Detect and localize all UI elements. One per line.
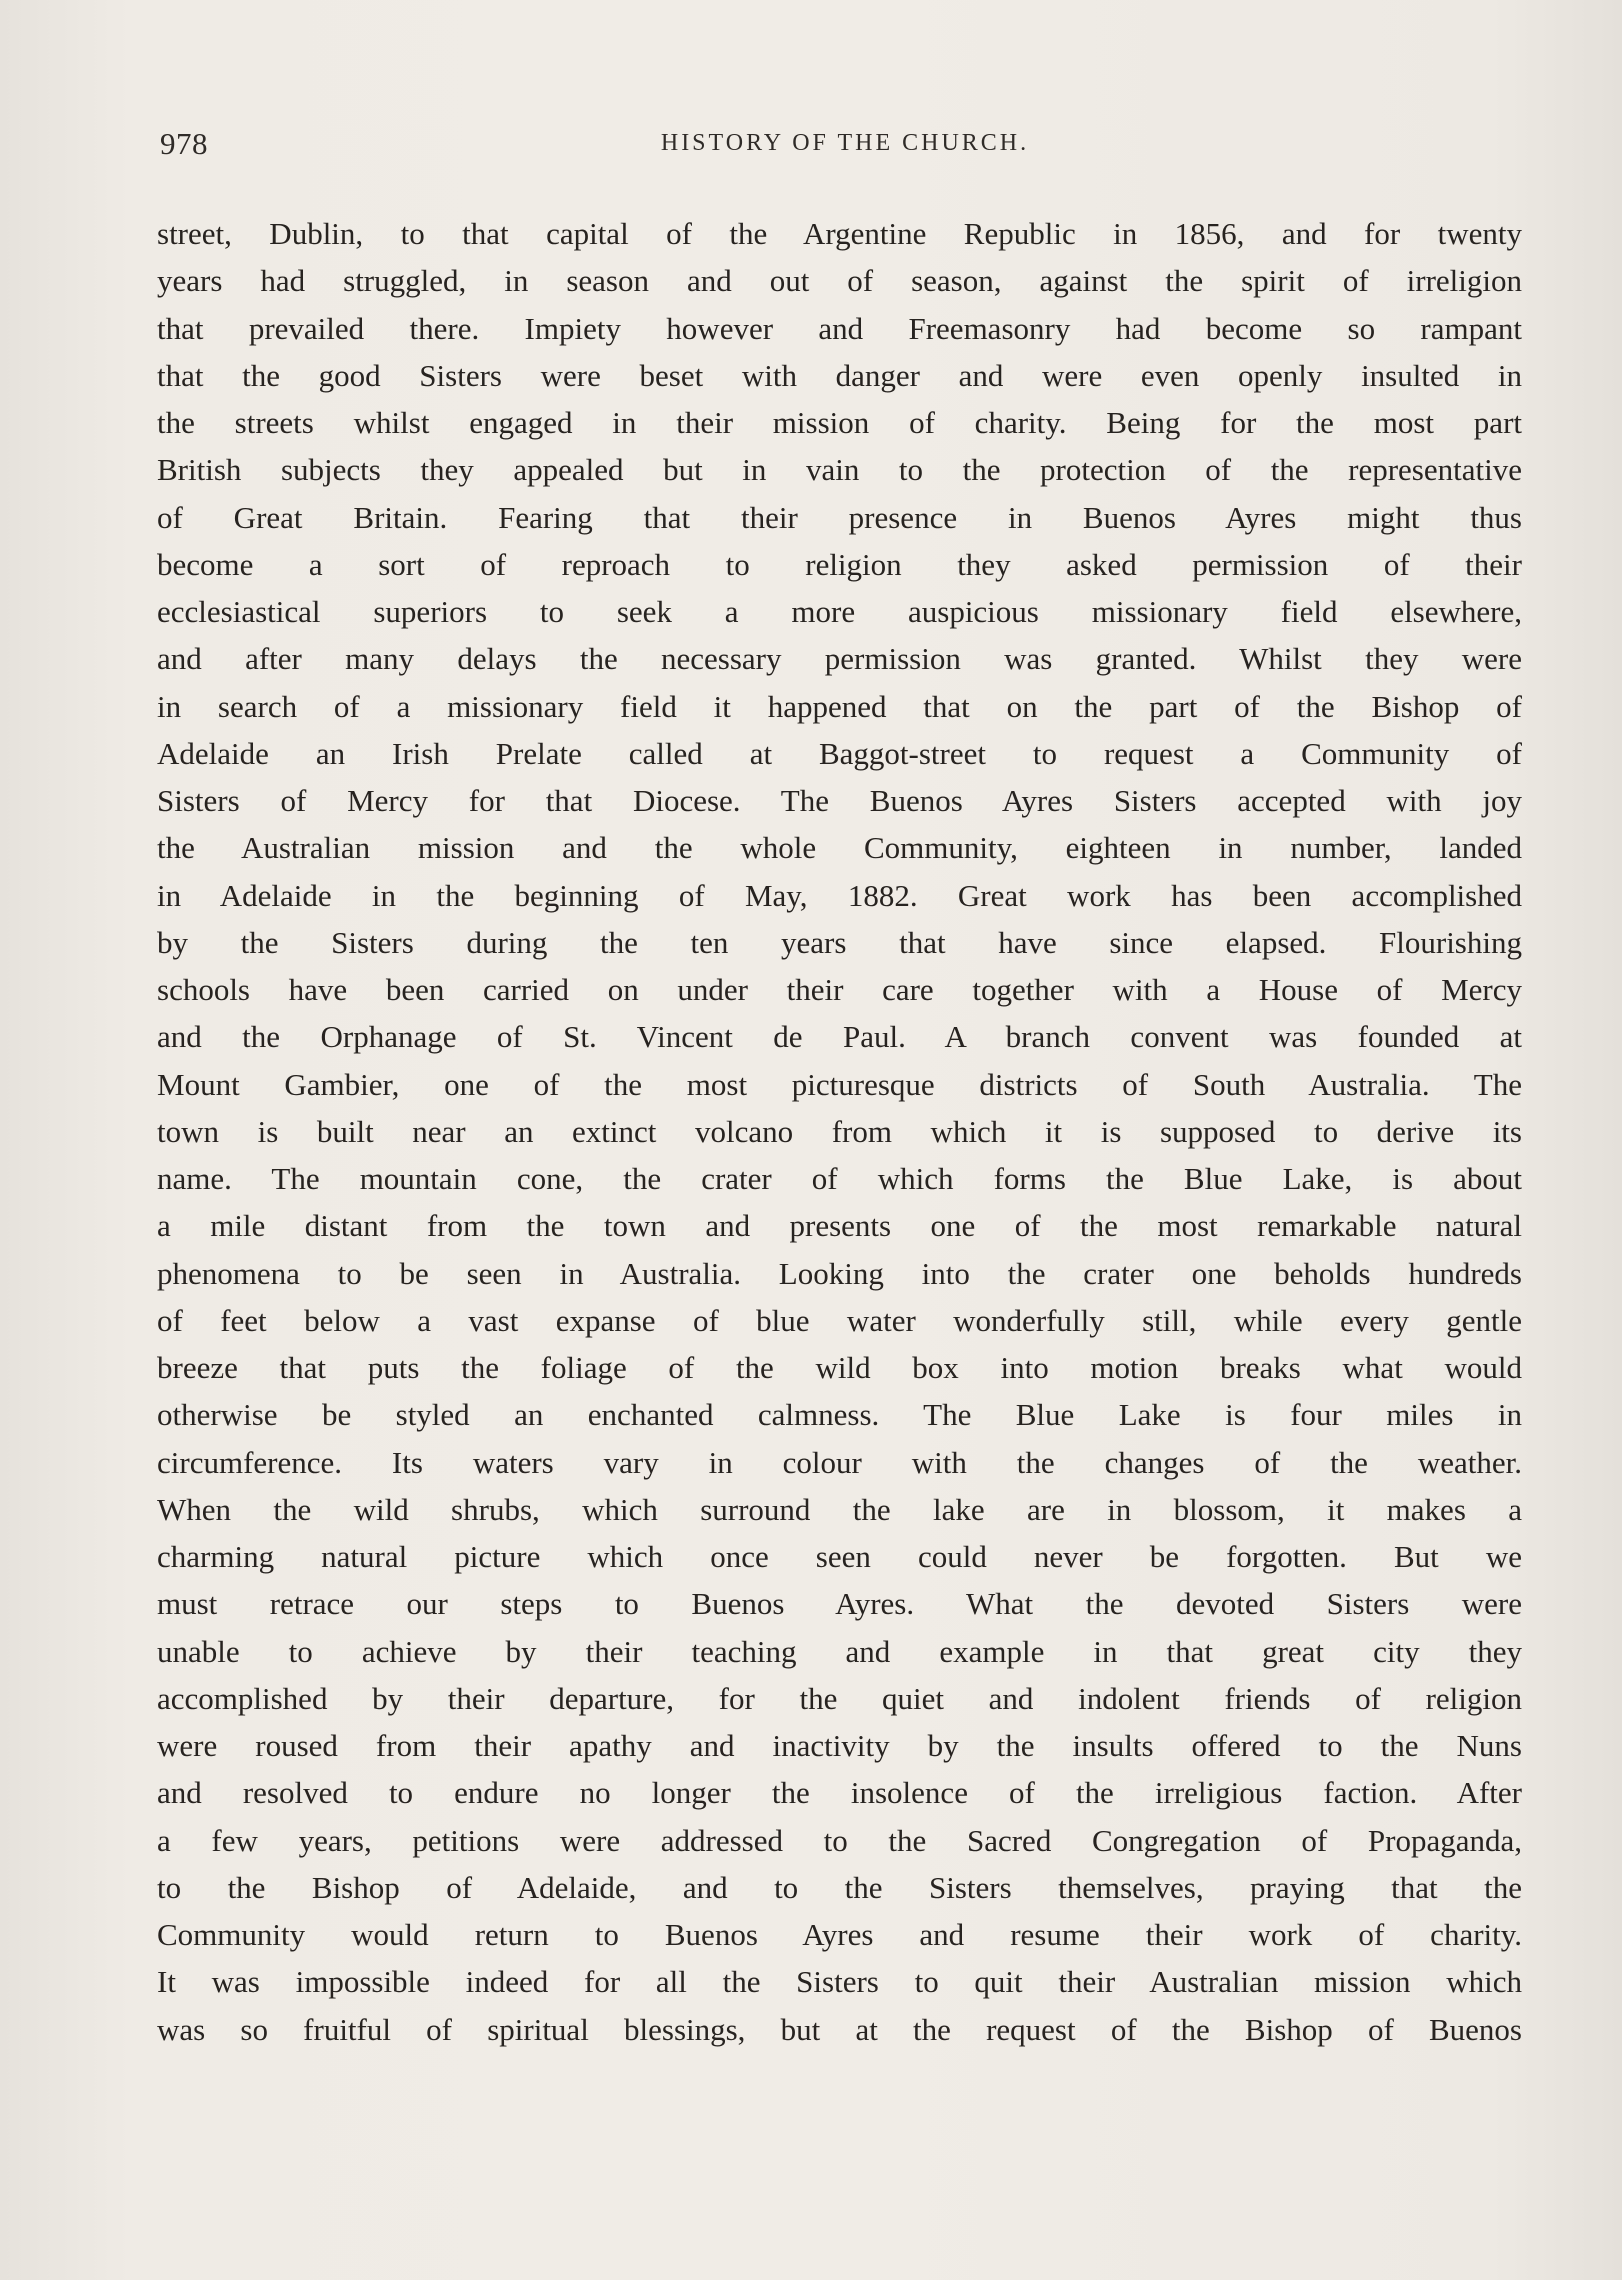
text-line: in Adelaide in the beginning of May, 1882. Great work has been accomplished [157,877,1522,913]
text-line: street, Dublin, to that capital of the Argentine Republic in 1856, and for twenty [157,216,1522,251]
text-line: to the Bishop of Adelaide, and to the Sisters themselves, praying that the [157,1869,1522,1905]
text-line: must retrace our steps to Buenos Ayres. What the devoted Sisters were [157,1586,1522,1622]
text-line: and the Orphanage of St. Vincent de Paul. A branch convent was founded at [157,1019,1522,1055]
text-line: schools have been carried on under their care together with a House of Mercy [157,972,1522,1007]
text-line: were roused from their apathy and inactivity by the insults offered to the Nuns [157,1728,1522,1763]
text-line: a mile distant from the town and presents one of the most remarkable natural [157,1208,1522,1244]
text-line: by the Sisters during the ten years that have since elapsed. Flourishing [157,924,1522,960]
body-text [157,210,1522,2053]
page-header [160,126,1530,172]
text-line: otherwise be styled an enchanted calmness. The Blue Lake is four miles in [157,1397,1522,1433]
text-line: Sisters of Mercy for that Diocese. The Buenos Ayres Sisters accepted with joy [157,783,1522,818]
text-line: When the wild shrubs, which surround the lake are in blossom, it makes a [157,1491,1522,1527]
text-line: and after many delays the necessary permission was granted. Whilst they were [157,641,1522,677]
text-line: of Great Britain. Fearing that their presence in Buenos Ayres might thus [157,499,1522,535]
text-line: town is built near an extinct volcano from which it is supposed to derive its [157,1113,1522,1149]
text-line: name. The mountain cone, the crater of which forms the Blue Lake, is about [157,1161,1522,1196]
text-line: breeze that puts the foliage of the wild box into motion breaks what would [157,1350,1522,1385]
text-line: that prevailed there. Impiety however and Freemasonry had become so rampant [157,310,1522,346]
text-line: and resolved to endure no longer the insolence of the irreligious faction. After [157,1775,1522,1811]
text-line: unable to achieve by their teaching and example in that great city they [157,1633,1522,1669]
text-line: was so fruitful of spiritual blessings, but at the request of the Bishop of Buenos [157,2011,1522,2047]
text-line: phenomena to be seen in Australia. Looking into the crater one beholds hundreds [157,1255,1522,1291]
text-line: Adelaide an Irish Prelate called at Baggot-street to request a Community of [157,735,1522,771]
text-line: ecclesiastical superiors to seek a more auspicious missionary field elsewhere, [157,594,1522,629]
text-line: become a sort of reproach to religion they asked permission of their [157,546,1522,582]
text-line: British subjects they appealed but in vain to the protection of the representative [157,452,1522,488]
text-line: It was impossible indeed for all the Sisters to quit their Australian mission which [157,1964,1522,2000]
running-title: HISTORY OF THE CHURCH. [660,130,1030,156]
text-line: in search of a missionary field it happened that on the part of the Bishop of [157,688,1522,724]
text-line: that the good Sisters were beset with danger and were even openly insulted in [157,357,1522,393]
page-number: 978 [160,126,208,161]
text-line: Mount Gambier, one of the most picturesque districts of South Australia. The [157,1066,1522,1102]
text-line: circumference. Its waters vary in colour with the changes of the weather. [157,1444,1522,1480]
text-line: a few years, petitions were addressed to the Sacred Congregation of Propaganda, [157,1822,1522,1858]
text-line: charming natural picture which once seen could never be forgotten. But we [157,1539,1522,1574]
text-line: of feet below a vast expanse of blue water wonderfully still, while every gentle [157,1302,1522,1338]
text-line: accomplished by their departure, for the quiet and indolent friends of religion [157,1680,1522,1716]
text-line: the Australian mission and the whole Community, eighteen in number, landed [157,830,1522,866]
text-line: years had struggled, in season and out of season, against the spirit of irreligion [157,263,1522,299]
text-line: Community would return to Buenos Ayres and resume their work of charity. [157,1917,1522,1952]
text-line: the streets whilst engaged in their mission of charity. Being for the most part [157,405,1522,440]
